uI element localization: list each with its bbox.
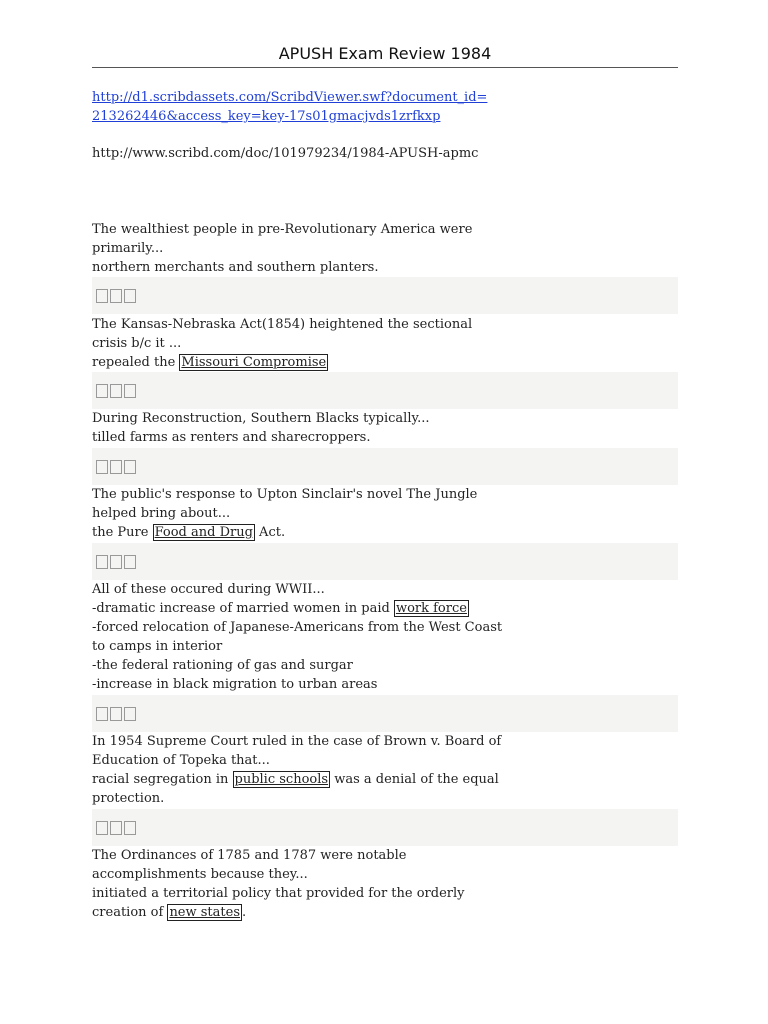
- question-text: accomplishments because they...: [92, 867, 308, 882]
- question-block-4: [92, 485, 512, 542]
- question-text: The public's response to Upton Sinclair's novel The Jungle: [92, 487, 478, 502]
- question-text: helped bring about...: [92, 506, 231, 521]
- answer-line: [92, 770, 512, 789]
- missing-glyph-icon: [96, 289, 108, 303]
- question-block-2: [92, 315, 512, 372]
- answer-text: initiated a territorial policy that provided for the orderly: [92, 886, 465, 901]
- question-block-6: [92, 732, 512, 808]
- answer-line: [92, 903, 512, 922]
- missing-glyph-icon: [110, 460, 122, 474]
- question-block-3: [92, 409, 512, 447]
- keyword-link[interactable]: Missouri Compromise: [181, 355, 327, 370]
- keyword-link[interactable]: work force: [395, 601, 467, 616]
- question-block-7: [92, 846, 512, 922]
- missing-glyph-icon: [96, 821, 108, 835]
- separator-band: [92, 277, 678, 314]
- question-text: crisis b/c it ...: [92, 336, 182, 351]
- question-text: During Reconstruction, Southern Blacks typically...: [92, 411, 430, 426]
- keyword-link[interactable]: public schools: [234, 772, 329, 787]
- answer-text: racial segregation in: [92, 772, 233, 787]
- answer-text: -forced relocation of Japanese-Americans from the West Coast: [92, 620, 503, 635]
- answer-text: -dramatic increase of married women in paid: [92, 601, 394, 616]
- missing-glyph-icon: [124, 707, 136, 721]
- answer-text: .: [242, 905, 247, 920]
- separator-band: [92, 372, 678, 409]
- missing-glyph-icon: [124, 460, 136, 474]
- answer-text: tilled farms as renters and sharecroppers.: [92, 430, 371, 445]
- link-line-1[interactable]: http://d1.scribdassets.com/ScribdViewer.swf?document_id=: [92, 90, 488, 105]
- question-text: The Ordinances of 1785 and 1787 were notable: [92, 848, 407, 863]
- question-text: All of these occured during WWII...: [92, 582, 325, 597]
- question-text: Education of Topeka that...: [92, 753, 270, 768]
- separator-band: [92, 448, 678, 485]
- separator-band: [92, 695, 678, 732]
- question-text: primarily...: [92, 241, 164, 256]
- answer-line: [92, 353, 512, 372]
- answer-text: the Pure: [92, 525, 153, 540]
- missing-glyph-icon: [124, 384, 136, 398]
- answer-text: to camps in interior: [92, 639, 223, 654]
- question-text: In 1954 Supreme Court ruled in the case of Brown v. Board of: [92, 734, 502, 749]
- missing-glyph-icon: [96, 384, 108, 398]
- answer-text: -the federal rationing of gas and surgar: [92, 658, 353, 673]
- link-line-2[interactable]: 213262446&access_key=key-17s01gmacjvds1zrfkxp: [92, 109, 441, 124]
- missing-glyph-icon: [124, 289, 136, 303]
- answer-line: [92, 599, 512, 618]
- missing-glyph-icon: [110, 289, 122, 303]
- page-title: APUSH Exam Review 1984: [278, 44, 492, 63]
- missing-glyph-icon: [110, 821, 122, 835]
- missing-glyph-icon: [110, 384, 122, 398]
- missing-glyph-icon: [96, 707, 108, 721]
- missing-glyph-icon: [124, 821, 136, 835]
- answer-text: repealed the: [92, 355, 180, 370]
- header-divider: [92, 67, 678, 68]
- answer-text: northern merchants and southern planters.: [92, 260, 379, 275]
- missing-glyph-icon: [96, 460, 108, 474]
- separator-band: [92, 543, 678, 580]
- question-block-5: [92, 580, 512, 694]
- question-text: The Kansas-Nebraska Act(1854) heightened the sectional: [92, 317, 473, 332]
- answer-text: protection.: [92, 791, 165, 806]
- answer-text: -increase in black migration to urban areas: [92, 677, 378, 692]
- missing-glyph-icon: [110, 707, 122, 721]
- question-text: The wealthiest people in pre-Revolutionary America were: [92, 222, 473, 237]
- missing-glyph-icon: [124, 555, 136, 569]
- missing-glyph-icon: [110, 555, 122, 569]
- missing-glyph-icon: [96, 555, 108, 569]
- answer-text: Act.: [254, 525, 286, 540]
- separator-band: [92, 809, 678, 846]
- answer-text: creation of: [92, 905, 168, 920]
- scribd-doc-url: http://www.scribd.com/doc/101979234/1984-APUSH-apmc: [92, 146, 479, 161]
- answer-line: [92, 523, 512, 542]
- keyword-link[interactable]: new states: [169, 905, 240, 920]
- keyword-link[interactable]: Food and Drug: [154, 525, 253, 540]
- scribd-viewer-link[interactable]: [92, 88, 512, 126]
- question-block-1: [92, 220, 512, 277]
- answer-text: was a denial of the equal: [330, 772, 499, 787]
